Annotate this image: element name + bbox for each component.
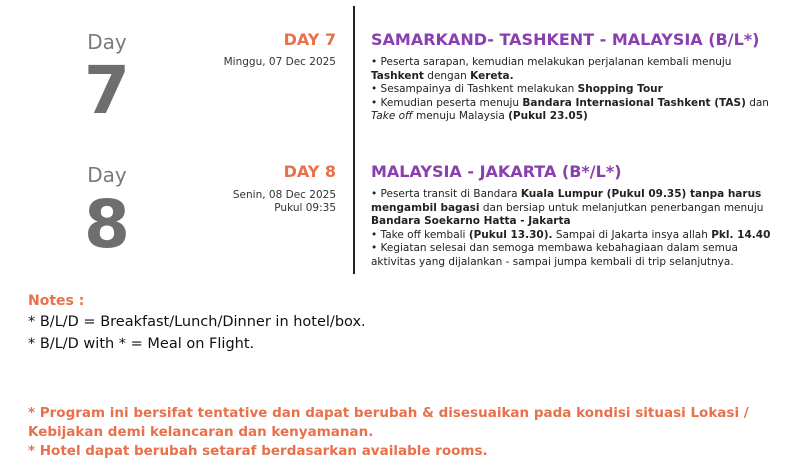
bullet-item: • Kegiatan selesai dan semoga membawa kebahagiaan dalam semua aktivitas yang dijalankan - sampai jumpa kembali di trip selanjutnya. xyxy=(371,242,738,268)
disclaimer-line: * Hotel dapat berubah setaraf berdasarkan available rooms. xyxy=(28,443,488,459)
day-date: Minggu, 07 Dec 2025 xyxy=(223,56,336,68)
note-line: * B/L/D = Breakfast/Lunch/Dinner in hotel/box. xyxy=(28,314,366,330)
bullet-item: • Take off kembali (Pukul 13.30). Sampai di Jakarta insya allah Pkl. 14.40 xyxy=(371,228,771,241)
notes-title: Notes : xyxy=(28,293,85,309)
bullet-item: • Peserta transit di Bandara Kuala Lumpur (Pukul 09.35) tanpa harus mengambil bagasi dan bersiap untuk melanjutkan penerbangan menuju Bandara Soekarno Hatta - Jakarta xyxy=(371,188,764,227)
day-description xyxy=(371,56,771,124)
bullet-item: • Kemudian peserta menuju Bandara Internasional Tashkent (TAS) dan Take off menuju Malaysia (Pukul 23.05) xyxy=(371,96,769,122)
day-time: Pukul 09:35 xyxy=(274,202,336,214)
note-line: * B/L/D with * = Meal on Flight. xyxy=(28,336,255,352)
day-word: Day xyxy=(87,163,127,187)
bullet-item: • Peserta sarapan, kemudian melakukan perjalanan kembali menuju Tashkent dengan Kereta. xyxy=(371,56,732,82)
day-label: DAY 8 xyxy=(283,162,336,181)
day-description xyxy=(371,188,771,269)
column-divider xyxy=(353,6,355,274)
day-word: Day xyxy=(87,30,127,54)
day-label: DAY 7 xyxy=(283,30,336,49)
disclaimer-line: Kebijakan demi kelancaran dan kenyamanan. xyxy=(28,424,374,440)
day-title: SAMARKAND- TASHKENT - MALAYSIA (B/L*) xyxy=(371,30,760,49)
day-title: MALAYSIA - JAKARTA (B*/L*) xyxy=(371,162,622,181)
bullet-item: • Sesampainya di Tashkent melakukan Shopping Tour xyxy=(371,83,663,95)
disclaimer-line: * Program ini bersifat tentative dan dapat berubah & disesuaikan pada kondisi situasi Lokasi / xyxy=(28,405,749,421)
day-number: 7 xyxy=(84,52,130,129)
day-number: 8 xyxy=(84,186,130,263)
day-date: Senin, 08 Dec 2025 xyxy=(232,189,336,201)
